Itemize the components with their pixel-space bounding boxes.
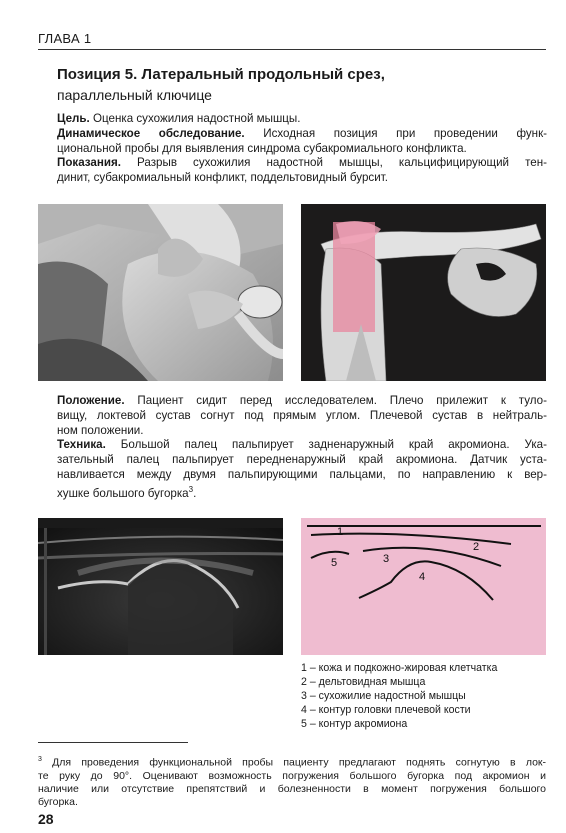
legend-item: 5 – контур акромиона [301,718,408,730]
legend-item: 3 – сухожилие надостной мышцы [301,690,466,702]
dynamic-label: Динамическое обследование. [57,126,245,140]
indications-label: Показания. [57,156,121,170]
intro-block [57,112,547,186]
technique-line-1: Техника. Большой палец пальпирует задненаружный край акромиона. Ука- [57,438,547,452]
scheme-legend [301,661,497,731]
exam-photo [38,204,283,381]
legend-item: 2 – дельтовидная мышца [301,676,426,688]
footnote-ref: 3 [188,484,194,494]
scheme-label-4: 4 [419,571,426,583]
footnote-line-4: бугорка. [38,795,78,808]
goal-label: Цель. [57,112,90,125]
footnote-rule [38,742,188,743]
technique-line-4: хушке большого бугорка$^3$. [57,484,197,500]
technique-line-3: навливается между двумя пальпирующими пальцами, по направлению к вер- [57,467,547,481]
position-block [57,394,547,501]
dynamic-line-2: циональной пробы для выявления синдрома субакромиального конфликта. [57,141,467,155]
position-line-2: вищу, локтевой сустав согнут под прямым углом. Плечевой сустав в нейтраль- [57,408,547,422]
position-label: Положение. [57,394,125,407]
footnote [38,753,546,809]
section-title: Позиция 5. Латеральный продольный срез, [57,66,385,83]
section-subtitle: параллельный ключице [57,87,212,103]
header-rule [38,49,546,50]
chapter-header: ГЛАВА 1 [38,31,92,46]
position-line-3: ном положении. [57,423,144,437]
indications-line-1: Показания. Разрыв сухожилия надостной мышцы, кальцифицирующий тен- [57,156,547,170]
footnote-line-3: наличие или отсутствие препятствий и болезненности в момент погружения большого [38,782,546,795]
scheme-label-1: 1 [337,526,344,538]
technique-label: Техника. [57,438,106,452]
scheme-label-2: 2 [473,541,480,553]
footnote-line-1: $^3$ Для проведения функциональной пробы пациенту предлагают поднять согнутую в лок- [38,756,546,769]
goal-text: Оценка сухожилия надостной мышцы. [89,112,301,125]
technique-line-2: зательный палец пальпирует передненаружный край акромиона. Датчик уста- [57,453,547,467]
goal-line [57,112,547,127]
scheme-label-3: 3 [383,553,390,565]
ultrasound-image [38,518,283,655]
legend-item: 4 – контур головки плечевой кости [301,704,471,716]
scheme-label-5: 5 [331,557,338,569]
shoulder-model [301,204,546,381]
dynamic-line-1: Динамическое обследование. Исходная позиция при проведении функ- [57,126,547,140]
page-number: 28 [38,811,54,827]
position-line-1: Положение. Пациент сидит перед исследователем. Плечо прилежит к туло- [57,394,547,407]
footnote-line-2: те руку до 90°. Оценивают возможность погружения большого бугорка под акромион и [38,769,546,782]
legend-item: 1 – кожа и подкожно-жировая клетчатка [301,662,498,674]
indications-line-2: динит, субакромиальный конфликт, поддельтовидный бурсит. [57,171,388,185]
footnote-mark: 3 [38,756,42,763]
ultrasound-scheme [301,518,546,655]
